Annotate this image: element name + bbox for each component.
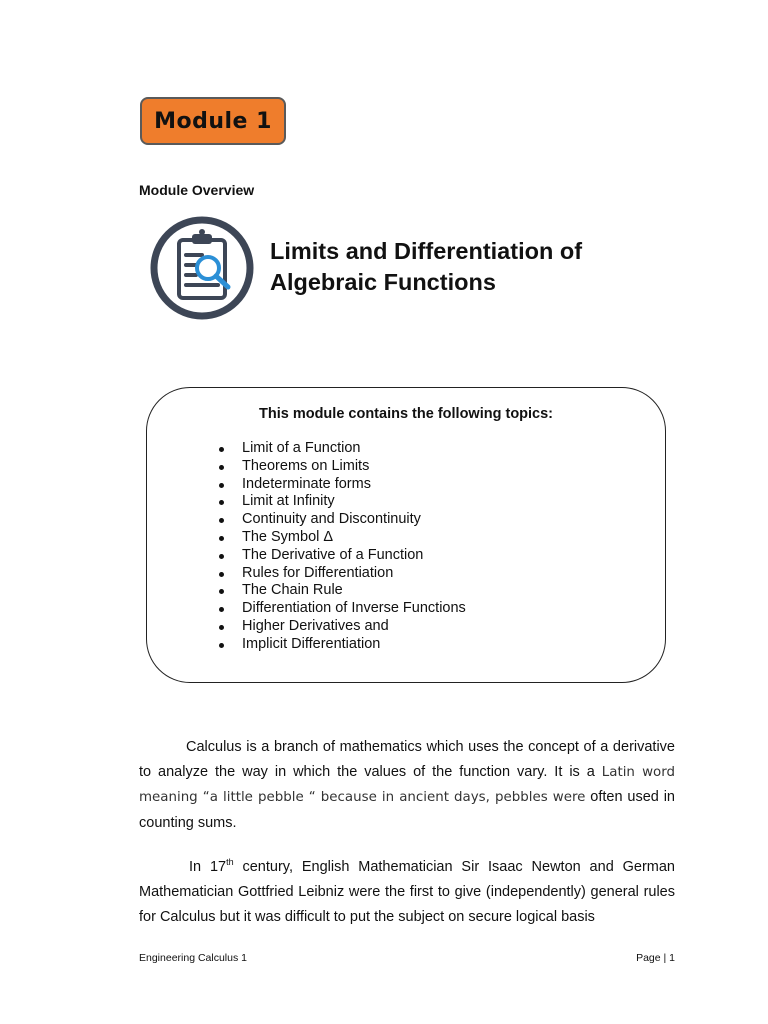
- topic-item: Rules for Differentiation: [217, 565, 466, 583]
- topic-item: Implicit Differentiation: [217, 636, 466, 654]
- topics-heading: This module contains the following topics:: [258, 406, 554, 422]
- history-paragraph-rest: century, English Mathematician Sir Isaac Newton and German Mathematician Gottfried Leibniz were the first to give (independently) general rules for Calculus but it was difficult to put the subject on secure logical basis: [139, 858, 675, 926]
- topic-item: Differentiation of Inverse Functions: [217, 600, 466, 618]
- topics-list: [217, 440, 466, 654]
- topic-item: The Derivative of a Function: [217, 547, 466, 565]
- clipboard-magnifier-icon: [146, 215, 258, 321]
- history-paragraph: [139, 850, 675, 930]
- intro-paragraph-part3: often used in counting sums.: [139, 789, 675, 831]
- module-title-line-1: Limits and Differentiation of: [270, 238, 583, 264]
- intro-paragraph-part1: Calculus is a branch of mathematics which uses the concept of a derivative to analyze the way in which the values of the function vary. It is a: [139, 739, 675, 781]
- footer-course-name: Engineering Calculus 1: [139, 952, 247, 964]
- topic-item: Limit at Infinity: [217, 493, 466, 511]
- footer-page-number: Page | 1: [636, 952, 675, 964]
- module-title-line-2: Algebraic Functions: [270, 269, 496, 295]
- topic-item: Theorems on Limits: [217, 458, 466, 476]
- topic-item: The Symbol Δ: [217, 529, 466, 547]
- topic-item: Higher Derivatives and: [217, 618, 466, 636]
- module-overview-heading: Module Overview: [139, 182, 255, 198]
- intro-paragraph-part2: Latin word meaning “a little pebble “ because in ancient days, pebbles were: [139, 765, 676, 806]
- intro-paragraph: [139, 735, 675, 836]
- history-paragraph-lead: In 17: [189, 858, 227, 875]
- module-title: [270, 236, 690, 298]
- topic-item: Continuity and Discontinuity: [217, 511, 466, 529]
- module-badge-label: Module 1: [154, 108, 272, 134]
- module-badge: [140, 97, 286, 145]
- topic-item: Limit of a Function: [217, 440, 466, 458]
- topic-item: Indeterminate forms: [217, 476, 466, 494]
- topics-box: [146, 387, 666, 683]
- history-paragraph-superscript: th: [226, 857, 234, 867]
- topic-item: The Chain Rule: [217, 582, 466, 600]
